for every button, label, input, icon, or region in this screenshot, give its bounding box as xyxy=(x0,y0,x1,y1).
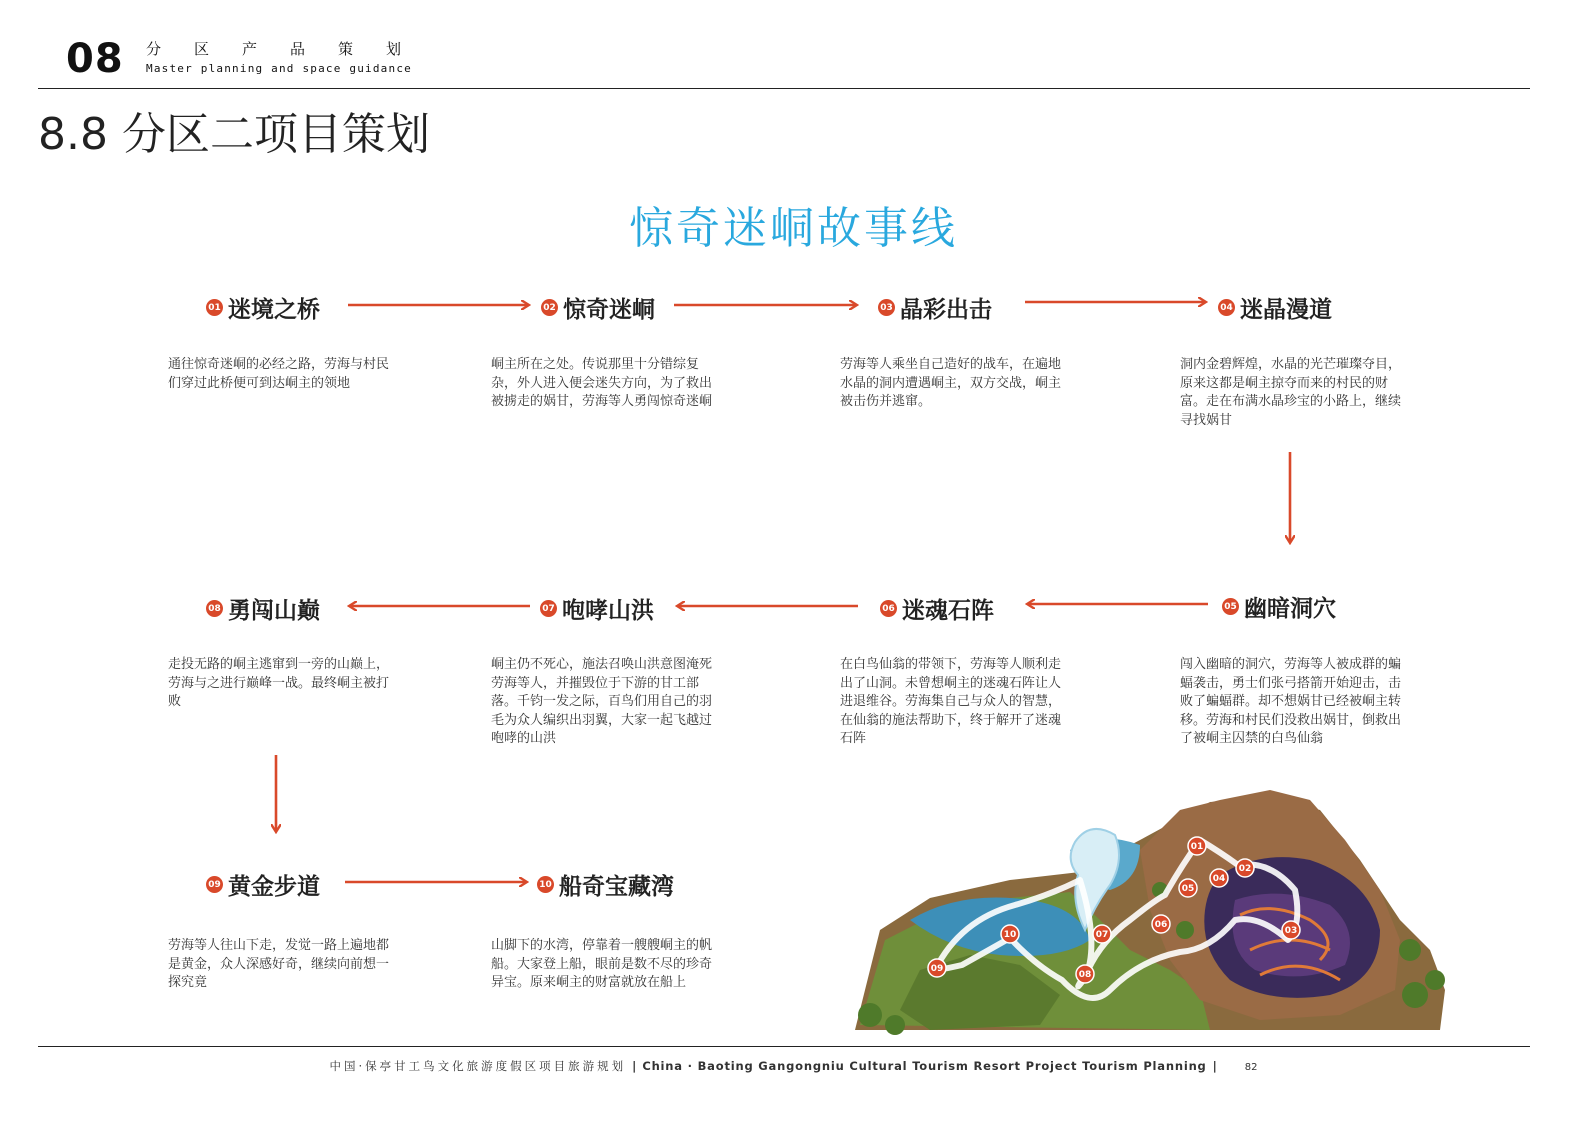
step-label: 迷魂石阵 xyxy=(902,598,994,624)
step-09-description: 劳海等人往山下走，发觉一路上遍地都是黄金，众人深感好奇，继续向前想一探究竟 xyxy=(168,938,390,990)
step-number-badge: 06 xyxy=(880,600,897,617)
footer-separator: | xyxy=(1212,1059,1217,1073)
step-label: 船奇宝藏湾 xyxy=(559,874,674,900)
svg-text:04: 04 xyxy=(1212,874,1226,884)
svg-text:08: 08 xyxy=(1078,970,1092,980)
step-number-badge: 03 xyxy=(878,299,895,316)
step-04 xyxy=(1218,291,1332,324)
step-label: 晶彩出击 xyxy=(900,297,992,323)
map-marker-04 xyxy=(1210,869,1228,887)
map-marker-03 xyxy=(1282,921,1300,939)
header-title-cn: 分区产品策划 xyxy=(146,40,435,58)
page-number: 82 xyxy=(1244,1062,1258,1073)
step-number-badge: 04 xyxy=(1218,299,1235,316)
step-01 xyxy=(206,291,320,324)
step-number-badge: 08 xyxy=(206,600,223,617)
svg-text:10: 10 xyxy=(1003,930,1017,940)
footer-separator: | xyxy=(632,1059,637,1073)
map-marker-05 xyxy=(1179,879,1197,897)
footer-text-cn: 中国·保亭甘工鸟文化旅游度假区项目旅游规划 xyxy=(329,1059,627,1073)
map-marker-09 xyxy=(928,959,946,977)
step-07-description: 峒主仍不死心，施法召唤山洪意图淹死劳海等人，并摧毁位于下游的甘工部落。千钧一发之际，百鸟们用自己的羽毛为众人编织出羽翼，大家一起飞越过咆哮的山洪 xyxy=(491,657,713,746)
step-10-description: 山脚下的水湾，停靠着一艘艘峒主的帆船。大家登上船，眼前是数不尽的珍奇异宝。原来峒主的财富就放在船上 xyxy=(491,938,713,990)
step-03-description: 劳海等人乘坐自己造好的战车，在遍地水晶的洞内遭遇峒主，双方交战，峒主被击伤并逃窜。 xyxy=(840,357,1062,409)
step-label: 迷晶漫道 xyxy=(1240,297,1332,323)
footer-text-en: China · Baoting Gangongniu Cultural Tourism Resort Project Tourism Planning xyxy=(642,1059,1207,1073)
step-05-description: 闯入幽暗的洞穴，劳海等人被成群的蝙蝠袭击，勇士们张弓搭箭开始迎击，击败了蝙蝠群。却不想娲甘已经被峒主转移。劳海和村民们没救出娲甘，倒救出了被峒主囚禁的白鸟仙翁 xyxy=(1180,657,1402,746)
story-title: 惊奇迷峒故事线 xyxy=(629,203,958,254)
step-02-description: 峒主所在之处。传说那里十分错综复杂，外人进入便会迷失方向，为了救出被掳走的娲甘，劳海等人勇闯惊奇迷峒 xyxy=(491,357,713,409)
map-marker-02 xyxy=(1236,859,1254,877)
step-03 xyxy=(878,291,992,324)
map-marker-08 xyxy=(1076,965,1094,983)
route-map-illustration xyxy=(840,780,1460,1042)
svg-text:05: 05 xyxy=(1181,884,1195,894)
step-06-description: 在白鸟仙翁的带领下，劳海等人顺利走出了山洞。未曾想峒主的迷魂石阵让人进退维谷。劳海集自己与众人的智慧，在仙翁的施法帮助下，终于解开了迷魂石阵 xyxy=(840,657,1062,746)
step-label: 惊奇迷峒 xyxy=(563,297,655,323)
footer-divider xyxy=(38,1046,1530,1047)
step-label: 迷境之桥 xyxy=(228,297,320,323)
step-number-badge: 07 xyxy=(540,600,557,617)
step-02 xyxy=(541,291,655,324)
map-marker-01 xyxy=(1188,837,1206,855)
map-marker-10 xyxy=(1001,925,1019,943)
step-08-description: 走投无路的峒主逃窜到一旁的山巅上，劳海与之进行巅峰一战。最终峒主被打败 xyxy=(168,657,390,709)
svg-text:01: 01 xyxy=(1190,842,1204,852)
step-label: 咆哮山洪 xyxy=(562,598,654,624)
step-number-badge: 05 xyxy=(1222,598,1239,615)
step-label: 黄金步道 xyxy=(228,874,320,900)
svg-text:06: 06 xyxy=(1154,920,1168,930)
step-04-description: 洞内金碧辉煌，水晶的光芒璀璨夺目，原来这都是峒主掠夺而来的村民的财富。走在布满水晶珍宝的小路上，继续寻找娲甘 xyxy=(1180,357,1402,428)
step-number-badge: 01 xyxy=(206,299,223,316)
footer xyxy=(0,1058,1587,1074)
svg-text:09: 09 xyxy=(930,964,944,974)
step-05 xyxy=(1222,590,1336,623)
step-number-badge: 10 xyxy=(537,876,554,893)
step-label: 勇闯山巅 xyxy=(228,598,320,624)
section-title: 8.8 分区二项目策划 xyxy=(38,109,430,160)
svg-text:03: 03 xyxy=(1284,926,1298,936)
map-marker-07 xyxy=(1093,925,1111,943)
step-number-badge: 02 xyxy=(541,299,558,316)
svg-text:02: 02 xyxy=(1238,864,1252,874)
step-09 xyxy=(206,868,320,901)
section-number: 08 xyxy=(66,36,124,82)
step-10 xyxy=(537,868,674,901)
header-divider xyxy=(38,88,1530,89)
svg-text:07: 07 xyxy=(1095,930,1109,940)
header-title-en: Master planning and space guidance xyxy=(146,62,412,75)
step-label: 幽暗洞穴 xyxy=(1244,596,1336,622)
step-07 xyxy=(540,592,654,625)
step-number-badge: 09 xyxy=(206,876,223,893)
step-06 xyxy=(880,592,994,625)
step-08 xyxy=(206,592,320,625)
map-marker-06 xyxy=(1152,915,1170,933)
step-01-description: 通往惊奇迷峒的必经之路，劳海与村民们穿过此桥便可到达峒主的领地 xyxy=(168,357,390,391)
